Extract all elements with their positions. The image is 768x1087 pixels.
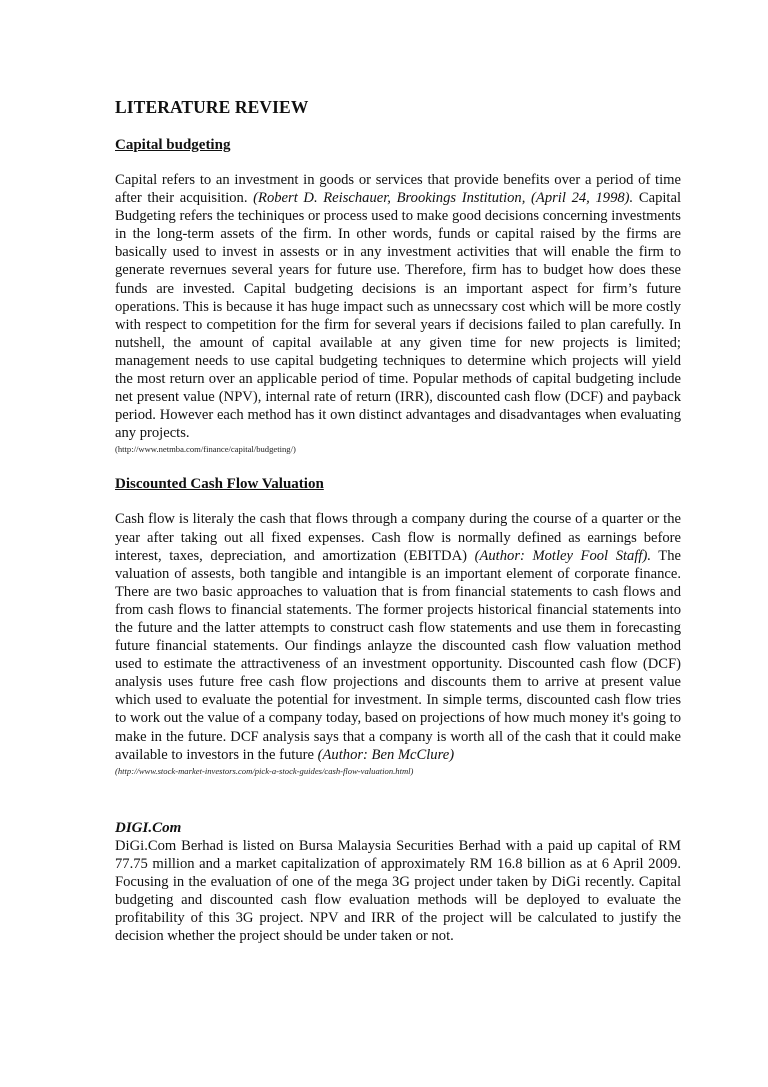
- section-paragraph: [115, 510, 681, 763]
- text-run: The valuation of assests, both tangible and intangible is an important element of corporate finance. There are two basic approaches to valuation that is from financial statements to cash flows and from cash flows to financial statements. The former projects historical financial statements into the future and the latter attempts to construct cash flow statements and use them in forecasting future financial statements. Our findings anlayze the discounted cash flow valuation method used to estimate the attractiveness of an investment opportunity. Discounted cash flow (DCF) analysis uses future free cash flow projections and discounts them to arrive at present value which used to evaluate the potential for investment. In simple terms, discounted cash flow tries to work out the value of a company today, based on projections of how much money it's going to make in the future. DCF analysis says that a company is worth all of the cash that it could make available to investors in the future: [115, 547, 681, 763]
- section-heading: Capital budgeting: [115, 137, 231, 153]
- text-run: Cash flow is literaly the cash that flows through a company during the course of a quarter or the year after taking out all fixed expenses. Cash flow is normally defined as earnings before interest, taxes, depreciation, and amortization (EBITDA): [115, 511, 681, 564]
- section-heading: DIGI.Com: [115, 819, 182, 836]
- text-run: Capital refers to an investment in goods or services that provide benefits over a period of time after their acquisition.: [115, 172, 681, 207]
- section-heading: Discounted Cash Flow Valuation: [115, 476, 324, 493]
- source-reference: (http://www.stock-market-investors.com/pick-a-stock-guides/cash-flow-valuation.html): [115, 765, 414, 776]
- section-discounted-cash-flow: [115, 474, 681, 776]
- document-title: LITERATURE REVIEW: [115, 97, 309, 117]
- section-paragraph: [115, 171, 681, 442]
- text-run: Capital Budgeting refers the techiniques or process used to make good decisions concerning investments in the long-term assets of the firm. In other words, funds or capital raised by the firms are basically used to invest in assests or in any investment activities that will enable the firm to generate revernues several years for future use. Therefore, firm has to budget how does these funds are invested. Capital budgeting decisions is an important aspect for firm’s future operations. This is because it has huge impact such as unnecssary cost which will be more costly with respect to competition for the firm for several years if decisions failed to plan carefully. In nutshell, the amount of capital available at any given time for new projects is limited; management needs to use capital budgeting techniques to determine which projects will yield the most return over an applicable period of time. Popular methods of capital budgeting include net present value (NPV), internal rate of return (IRR), discounted cash flow (DCF) and payback period. However each method has it own distinct advantages and disadvantages when evaluating any projects.: [115, 190, 682, 442]
- section-paragraph: [115, 837, 681, 946]
- section-digi-com: [115, 819, 681, 946]
- spacer: [115, 777, 681, 819]
- text-run: DiGi.Com Berhad is listed on Bursa Malaysia Securities Berhad with a paid up capital of RM 77.75 million and a market capitalization of approximately RM 16.8 billion as at 6 April 2009. Focusing in the evaluation of one of the mega 3G project under taken by DiGi recently. Capital budgeting and discounted cash flow evaluation methods will be deployed to evaluate the profitability of this 3G project. NPV and IRR of the project will be calculated to justify the decision whether the project should be under taken or not.: [115, 837, 681, 945]
- section-capital-budgeting: [115, 135, 681, 455]
- spacer: [115, 455, 681, 474]
- document-page: [115, 96, 681, 945]
- citation: (Author: Motley Fool Staff).: [474, 547, 651, 564]
- source-reference: (http://www.netmba.com/finance/capital/budgeting/): [115, 444, 296, 455]
- citation: (Robert D. Reischauer, Brookings Institution, (April 24, 1998).: [253, 190, 634, 207]
- citation: (Author: Ben McClure): [317, 746, 455, 763]
